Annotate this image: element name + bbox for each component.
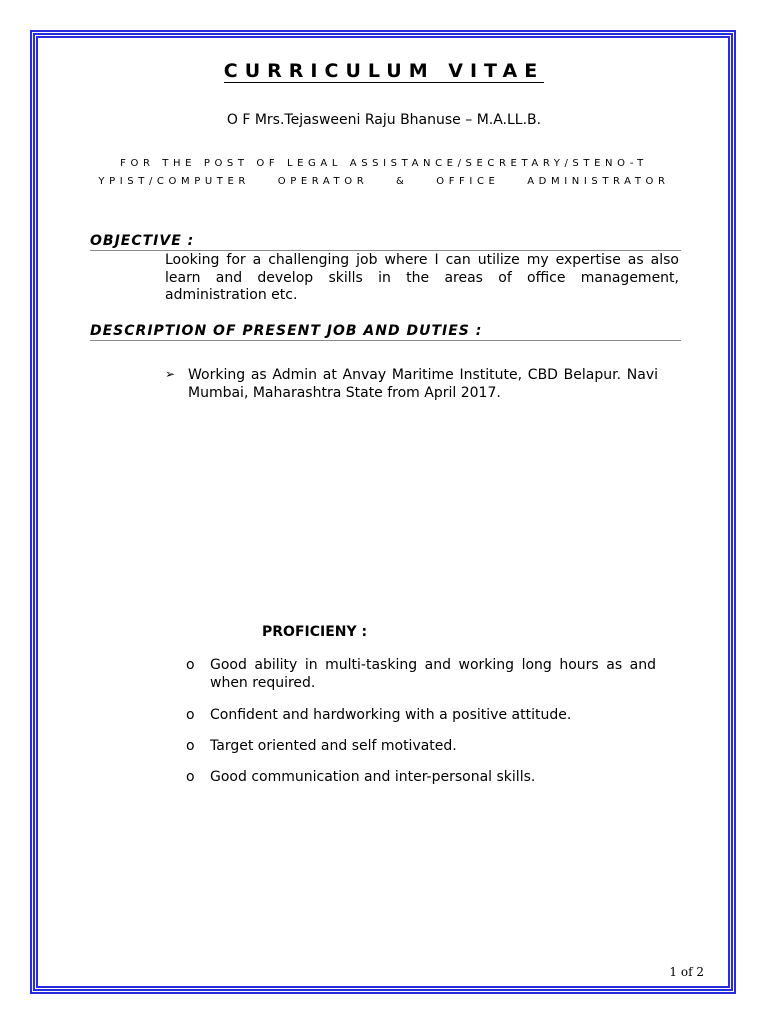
circle-bullet-icon: o xyxy=(186,769,195,785)
proficiency-item-text: Target oriented and self motivated. xyxy=(210,738,457,754)
candidate-name: O F Mrs.Tejasweeni Raju Bhanuse – M.A.LL.B. xyxy=(226,112,542,128)
arrow-bullet-icon: ➢ xyxy=(165,367,176,381)
circle-bullet-icon: o xyxy=(186,707,195,723)
objective-heading: OBJECTIVE : xyxy=(90,233,681,251)
present-job-heading: DESCRIPTION OF PRESENT JOB AND DUTIES : xyxy=(90,323,681,341)
circle-bullet-icon: o xyxy=(186,738,195,754)
proficiency-item-text: Good communication and inter-personal skills. xyxy=(210,769,536,785)
circle-bullet-icon: o xyxy=(186,657,195,673)
post-applied-line-2: YPIST/COMPUTER OPERATOR & OFFICE ADMINISTRATOR xyxy=(98,176,670,187)
page-number: 1 of 2 xyxy=(669,965,704,979)
proficiency-item-text: Good ability in multi-tasking and working long hours as and when required. xyxy=(210,657,656,691)
proficiency-item-text: Confident and hardworking with a positive attitude. xyxy=(210,707,572,723)
present-job-item: Working as Admin at Anvay Maritime Institute, CBD Belapur. Navi Mumbai, Maharashtra State from April 2017. xyxy=(188,367,658,401)
objective-text: Looking for a challenging job where I can utilize my expertise as also learn and develop skills in the areas of office management, administration etc. xyxy=(165,252,679,303)
post-applied-line-1: FOR THE POST OF LEGAL ASSISTANCE/SECRETARY/STENO-T xyxy=(120,158,648,169)
document-title: CURRICULUM VITAE xyxy=(223,60,545,82)
proficiency-heading: PROFICIENY : xyxy=(262,624,368,640)
